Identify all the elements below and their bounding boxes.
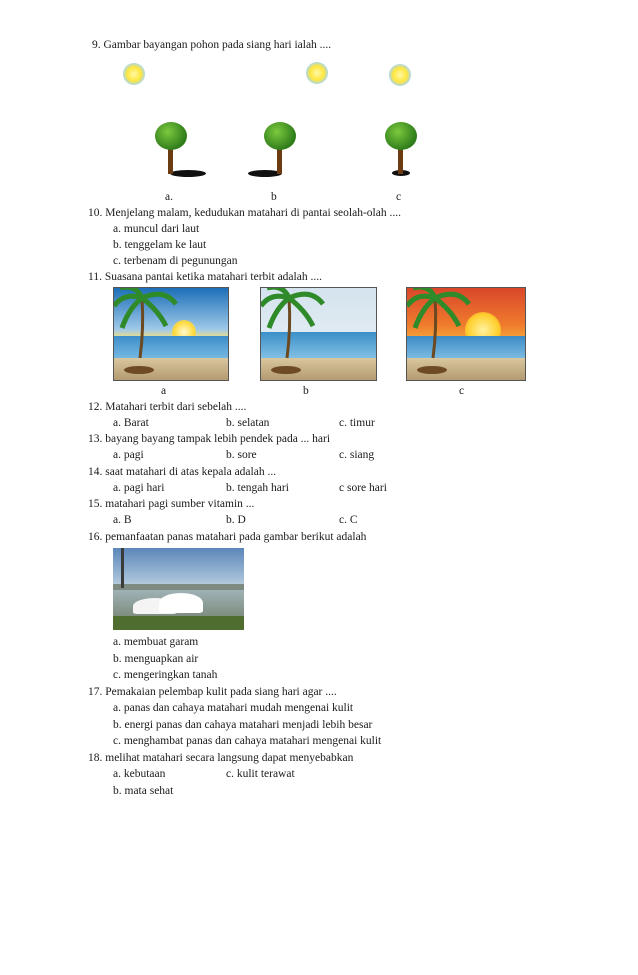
question-10: 10. Menjelang malam, kedudukan matahari di pantai seolah-olah ....: [88, 207, 401, 219]
q13-option-c: c. siang: [339, 449, 375, 461]
q14-option-c: c sore hari: [339, 482, 387, 494]
tree-crown: [385, 122, 417, 150]
question-16: 16. pemanfaatan panas matahari pada gambar berikut adalah: [88, 531, 367, 543]
q18-option-b: b. mata sehat: [113, 785, 174, 797]
tree-shadow: [170, 170, 206, 177]
q12-option-b: b. selatan: [226, 417, 270, 429]
question-18: 18. melihat matahari secara langsung dapat menyebabkan: [88, 752, 354, 764]
question-14: 14. saat matahari di atas kepala adalah ...: [88, 466, 277, 478]
salt-pile: [159, 593, 203, 613]
palm-tree-icon: [407, 288, 525, 380]
q14-option-a: a. pagi hari: [113, 482, 165, 494]
q13-option-a: a. pagi: [113, 449, 144, 461]
palm-tree-icon: [261, 288, 376, 380]
q9-label-c: c: [396, 191, 402, 203]
q11-label-a: a: [161, 385, 167, 397]
q17-option-b: b. energi panas dan cahaya matahari menjadi lebih besar: [113, 719, 373, 731]
q9-label-b: b: [271, 191, 277, 203]
q15-option-b: b. D: [226, 514, 246, 526]
q14-option-b: b. tengah hari: [226, 482, 289, 494]
tree-crown: [155, 122, 187, 150]
q11-option-b-image: [260, 287, 377, 381]
q10-option-a: a. muncul dari laut: [113, 223, 200, 235]
sun-icon: [123, 63, 145, 85]
q11-label-c: c: [459, 385, 465, 397]
q18-option-a: a. kebutaan: [113, 768, 166, 780]
question-15: 15. matahari pagi sumber vitamin ...: [88, 498, 255, 510]
question-9: 9. Gambar bayangan pohon pada siang hari ialah ....: [92, 39, 332, 51]
tree-crown: [264, 122, 296, 150]
q16-option-c: c. mengeringkan tanah: [113, 669, 218, 681]
question-13: 13. bayang bayang tampak lebih pendek pada ... hari: [88, 433, 331, 445]
q13-option-b: b. sore: [226, 449, 257, 461]
q9-label-a: a.: [165, 191, 173, 203]
q16-salt-field-image: [113, 548, 244, 630]
q16-option-a: a. membuat garam: [113, 636, 199, 648]
q10-option-b: b. tenggelam ke laut: [113, 239, 207, 251]
q11-option-a-image: [113, 287, 229, 381]
question-11: 11. Suasana pantai ketika matahari terbit adalah ....: [88, 271, 322, 283]
sun-icon: [389, 64, 411, 86]
question-12: 12. Matahari terbit dari sebelah ....: [88, 401, 247, 413]
question-17: 17. Pemakaian pelembap kulit pada siang hari agar ....: [88, 686, 337, 698]
palm-tree-icon: [114, 288, 228, 380]
q16-option-b: b. menguapkan air: [113, 653, 199, 665]
sun-icon: [306, 62, 328, 84]
q15-option-a: a. B: [113, 514, 132, 526]
q11-option-c-image: [406, 287, 526, 381]
q10-option-c: c. terbenam di pegunungan: [113, 255, 238, 267]
q17-option-a: a. panas dan cahaya matahari mudah mengenai kulit: [113, 702, 354, 714]
q17-option-c: c. menghambat panas dan cahaya matahari mengenai kulit: [113, 735, 382, 747]
q11-label-b: b: [303, 385, 309, 397]
q15-option-c: c. C: [339, 514, 358, 526]
q12-option-a: a. Barat: [113, 417, 149, 429]
q12-option-c: c. timur: [339, 417, 375, 429]
q18-option-c: c. kulit terawat: [226, 768, 295, 780]
